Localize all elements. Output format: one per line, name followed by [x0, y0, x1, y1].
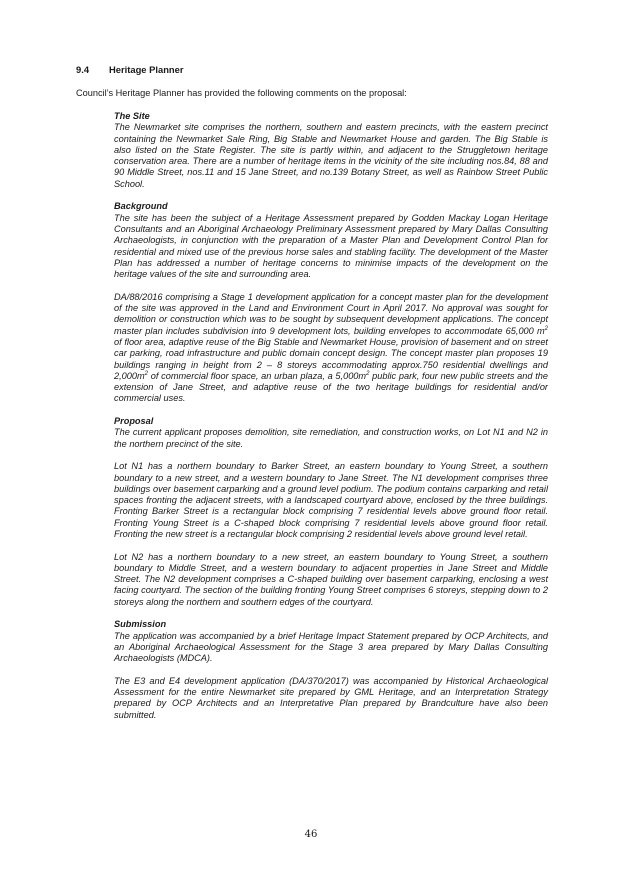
background-paragraph-1: The site has been the subject of a Heritage Assessment prepared by Godden Mackay Logan Heritage Consultants and an Aboriginal Archaeology Preliminary Assessment prepared by Mary Dallas Consulting Archaeologists, in conjunction with the preparation of a Master Plan and Development Control Plan for residential and mixed use of the previous horse sales and stabling facility. The development of the Master Plan has addressed a number of heritage concerns to minimise impacts of the development on the heritage values of the site and surrounding area. — [114, 212, 548, 280]
proposal-paragraph-2: Lot N1 has a northern boundary to Barker Street, an eastern boundary to Young Street, a southern boundary to a new street, and a western boundary to Jane Street. The N1 development comprises three buildings over basement carparking and a ground level podium. The podium contains carparking and retail spaces fronting the adjacent streets, with a landscaped courtyard above, enclosed by the three buildings. Fronting Barker Street is a rectangular block comprising 7 residential levels above ground floor retail. Fronting Young Street is a C-shaped block comprising 7 residential levels above ground floor retail. Fronting the new street is a rectangular block comprising 2 residential levels above ground level retail. — [114, 461, 548, 539]
submission-paragraph-2: The E3 and E4 development application (DA/370/2017) was accompanied by Historical Archaeological Assessment for the entire Newmarket site prepared by GML Heritage, and an Interpretation Strategy prepared by OCP Architects and an Interpretative Plan prepared by Brandculture have also been submitted. — [114, 675, 548, 720]
background-p2-part-b: of floor area, adaptive reuse of the Big Stable and Newmarket House, provision of basement and on street car parking, road infrastructure and public domain concept design. The concept master plan proposes 19 buildings ranging in height from 2 – 8 storeys accommodating approx.750 residential dwellings and 2,000m — [114, 336, 548, 381]
submission-paragraph-1: The application was accompanied by a brief Heritage Impact Statement prepared by OCP Architects, and an Aboriginal Archaeological Assessment for the Stage 3 area prepared by Mary Dallas Consulting Archaeologists (MDCA). — [114, 630, 548, 664]
comments-body — [114, 111, 548, 728]
intro-text: Council’s Heritage Planner has provided the following comments on the proposal: — [76, 88, 407, 98]
superscript: 2 — [544, 325, 548, 332]
background-heading: Background — [114, 201, 168, 212]
proposal-paragraph-3: Lot N2 has a northern boundary to a new street, an eastern boundary to Young Street, a southern boundary to Middle Street, and a western boundary to adjacent properties in Jane Street and Middle Street. The N2 development comprises a C-shaped building over basement carparking, enclosing a west facing courtyard. The section of the building fronting Young Street comprises 6 storeys, stepping down to 2 storeys along the northern and southern edges of the courtyard. — [114, 551, 548, 607]
section-title: Heritage Planner — [109, 64, 184, 75]
background-p2-part-a: DA/88/2016 comprising a Stage 1 development application for a concept master plan for the development of the site was approved in the Land and Environment Court in April 2017. No approval was sought for demolition or construction which was to be sought by subsequent development applications. The concept master plan includes subdivision into 9 development lots, building envelopes to accommodate 65,000 m — [114, 291, 548, 336]
section-heading — [76, 64, 184, 75]
superscript: 2 — [366, 370, 370, 377]
section-number: 9.4 — [76, 64, 90, 75]
site-heading: The Site — [114, 111, 150, 121]
background-p2-part-d: public park, four new public streets and the extension of Jane Street, and adaptive reuse of the two heritage buildings for residential and/or commercial uses. — [114, 370, 549, 404]
superscript: 2 — [144, 370, 148, 377]
page-number: 46 — [304, 829, 318, 840]
submission-heading: Submission — [114, 619, 167, 630]
site-paragraph: The Newmarket site comprises the northern, southern and eastern precincts, with the eastern precinct containing the Newmarket Sale Ring, Big Stable and Newmarket House and garden. The Big Stable is also listed on the State Register. The site is partly within, and adjacent to the Struggletown heritage conservation area. There are a number of heritage items in the vicinity of the site including nos.84, 88 and 90 Middle Street, nos.11 and 15 Jane Street, and no.139 Botany Street, as well as Rainbow Street Public School. — [114, 122, 548, 189]
proposal-heading: Proposal — [114, 416, 154, 427]
background-p2-part-c: of commercial floor space, an urban plaza, a 5,000m — [148, 370, 367, 381]
background-paragraph-2 — [114, 292, 548, 405]
proposal-paragraph-1: The current applicant proposes demolition, site remediation, and construction works, on Lot N1 and N2 in the northern precinct of the site. — [114, 427, 548, 449]
